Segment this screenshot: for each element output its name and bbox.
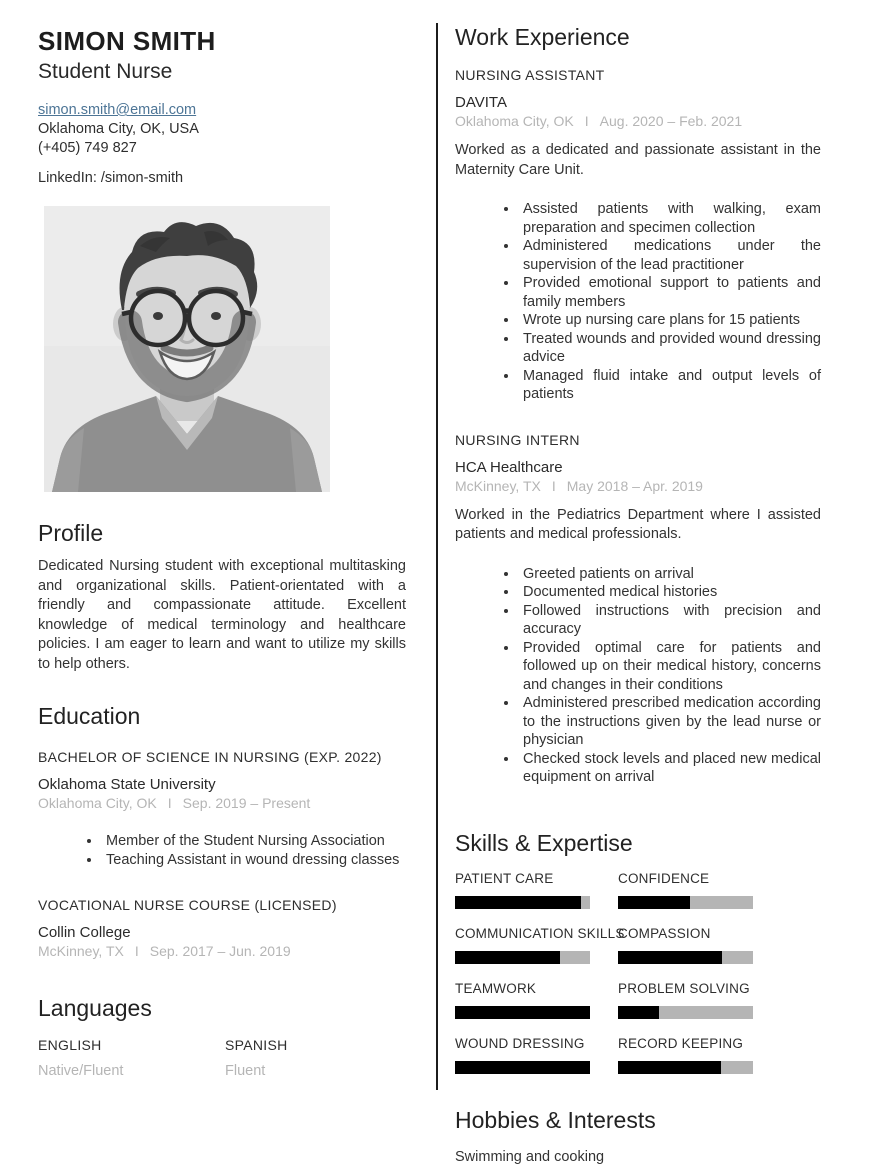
education-location: McKinney, TX [38, 943, 124, 959]
education-meta [38, 942, 406, 960]
skill-bar-fill [618, 1061, 721, 1074]
skill-bar [618, 896, 753, 909]
skill-bar [618, 951, 753, 964]
language-level: Native/Fluent [38, 1062, 225, 1080]
bullet-item: • Managed fluid intake and output levels of patients [519, 367, 821, 404]
skill-bar [618, 1061, 753, 1074]
skill-bar-fill [618, 896, 690, 909]
skill-item [455, 870, 618, 909]
skill-bar [455, 951, 590, 964]
skills-grid [455, 870, 821, 1074]
meta-separator: I [135, 943, 139, 959]
education-school: Collin College [38, 923, 406, 942]
education-bullet-list [38, 832, 406, 869]
skills-heading: Skills & Expertise [455, 828, 821, 858]
skill-bar [455, 896, 590, 909]
skill-label: RECORD KEEPING [618, 1035, 781, 1052]
bullet-item: • Treated wounds and provided wound dressing advice [519, 330, 821, 367]
email-link[interactable]: simon.smith@email.com [38, 102, 196, 118]
job-meta [455, 112, 821, 130]
profile-photo [44, 206, 330, 492]
linkedin-text: LinkedIn: /simon-smith [38, 169, 406, 188]
job-summary: Worked in the Pediatrics Department where I assisted patients and medical professionals. [455, 506, 821, 545]
portrait-illustration [44, 206, 330, 492]
bullet-item: • Wrote up nursing care plans for 15 patients [519, 311, 821, 330]
bullet-item: • Greeted patients on arrival [519, 565, 821, 584]
skill-label: CONFIDENCE [618, 870, 781, 887]
bullet-item: • Assisted patients with walking, exam preparation and specimen collection [519, 200, 821, 237]
address-text: Oklahoma City, OK, USA [38, 120, 406, 139]
bullet-item: • Administered prescribed medication according to the instructions given by the lead nurse or physician [519, 694, 821, 750]
education-dates: Sep. 2017 – Jun. 2019 [150, 943, 291, 959]
right-column [438, 0, 870, 1126]
contact-block [38, 101, 406, 158]
meta-separator: I [168, 795, 172, 811]
job-role: NURSING ASSISTANT [455, 66, 821, 84]
bullet-item: • Administered medications under the supervision of the lead practitioner [519, 237, 821, 274]
job-company: HCA Healthcare [455, 458, 821, 477]
skill-label: PROBLEM SOLVING [618, 980, 781, 997]
hobbies-heading: Hobbies & Interests [455, 1105, 821, 1135]
bullet-item: • Teaching Assistant in wound dressing classes [102, 851, 406, 870]
job-bullet-list [455, 200, 821, 404]
profile-heading: Profile [38, 518, 406, 548]
left-column [0, 0, 436, 1126]
skill-label: COMMUNICATION SKILLS [455, 925, 618, 942]
job-company: DAVITA [455, 93, 821, 112]
bullet-item: • Provided optimal care for patients and followed up on their medical history, concerns and changes in their conditions [519, 639, 821, 695]
job-role: NURSING INTERN [455, 431, 821, 449]
skill-bar [455, 1006, 590, 1019]
hobbies-text: Swimming and cooking [455, 1148, 821, 1167]
person-job-title: Student Nurse [38, 59, 406, 85]
languages-grid [38, 1036, 406, 1080]
skill-label: PATIENT CARE [455, 870, 618, 887]
job-dates: May 2018 – Apr. 2019 [567, 478, 703, 494]
job-meta [455, 477, 821, 495]
bullet-item: • Provided emotional support to patients and family members [519, 274, 821, 311]
work-experience-heading: Work Experience [455, 22, 821, 52]
skill-bar-fill [455, 896, 581, 909]
education-location: Oklahoma City, OK [38, 795, 157, 811]
education-heading: Education [38, 701, 406, 731]
profile-text: Dedicated Nursing student with exceptional multitasking and organizational skills. Patient-orientated with a friendly and compassionate attitude. Excellent knowledge of medical terminology and healthcare policies. I am eager to learn and want to utilize my skills to help others. [38, 557, 406, 674]
education-dates: Sep. 2019 – Present [183, 795, 311, 811]
meta-separator: I [552, 478, 556, 494]
skill-item [455, 980, 618, 1019]
job-bullet-list [455, 565, 821, 787]
skill-item [455, 1035, 618, 1074]
skill-bar-fill [618, 1006, 659, 1019]
skill-bar-fill [455, 1061, 590, 1074]
skill-bar-fill [455, 951, 560, 964]
education-degree: VOCATIONAL NURSE COURSE (LICENSED) [38, 896, 406, 914]
education-meta [38, 794, 406, 812]
language-item [38, 1036, 225, 1080]
skill-bar [618, 1006, 753, 1019]
job-location: Oklahoma City, OK [455, 113, 574, 129]
language-level: Fluent [225, 1062, 406, 1080]
language-name: SPANISH [225, 1036, 406, 1054]
bullet-item: • Followed instructions with precision and accuracy [519, 602, 821, 639]
skill-item [618, 980, 781, 1019]
job-location: McKinney, TX [455, 478, 541, 494]
language-name: ENGLISH [38, 1036, 225, 1054]
languages-heading: Languages [38, 993, 406, 1023]
language-item [225, 1036, 406, 1080]
skill-item [618, 1035, 781, 1074]
skill-label: WOUND DRESSING [455, 1035, 618, 1052]
job-summary: Worked as a dedicated and passionate assistant in the Maternity Care Unit. [455, 141, 821, 180]
skill-bar-fill [618, 951, 722, 964]
bullet-item: • Member of the Student Nursing Association [102, 832, 406, 851]
skill-item [618, 925, 781, 964]
job-dates: Aug. 2020 – Feb. 2021 [600, 113, 742, 129]
person-name: SIMON SMITH [38, 26, 406, 56]
skill-label: TEAMWORK [455, 980, 618, 997]
bullet-item: • Checked stock levels and placed new medical equipment on arrival [519, 750, 821, 787]
skill-label: COMPASSION [618, 925, 781, 942]
skill-bar [455, 1061, 590, 1074]
skill-bar-fill [455, 1006, 590, 1019]
education-school: Oklahoma State University [38, 775, 406, 794]
skill-item [455, 925, 618, 964]
education-degree: BACHELOR OF SCIENCE IN NURSING (EXP. 2022) [38, 748, 406, 766]
phone-text: (+405) 749 827 [38, 139, 406, 158]
skill-item [618, 870, 781, 909]
bullet-item: • Documented medical histories [519, 583, 821, 602]
meta-separator: I [585, 113, 589, 129]
